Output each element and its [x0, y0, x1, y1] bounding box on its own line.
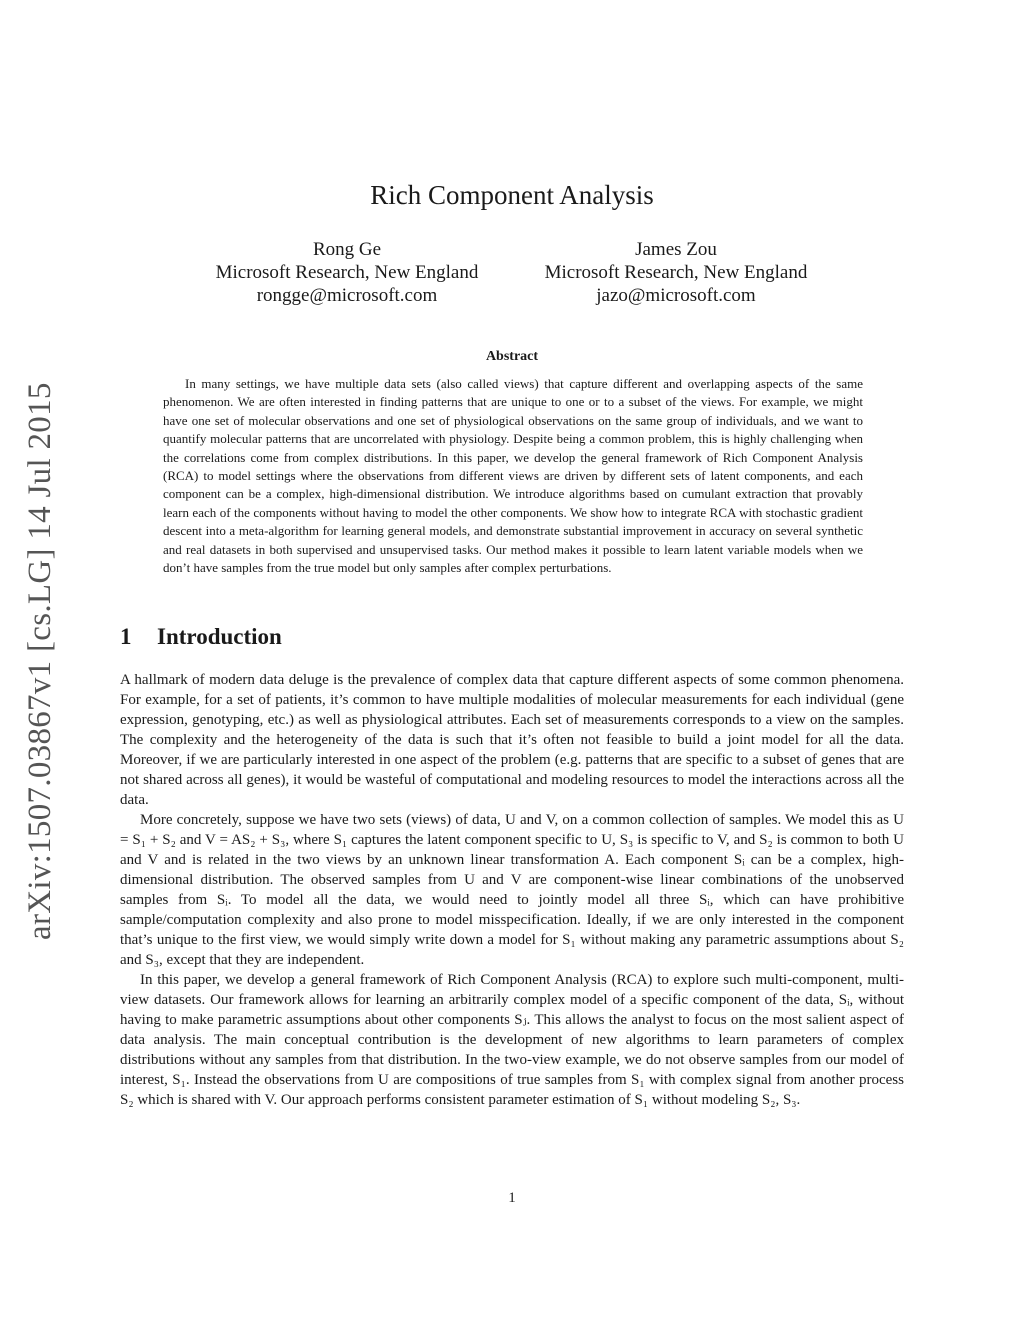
abstract-heading: Abstract — [485, 349, 539, 364]
section-number: 1 — [120, 624, 132, 649]
author-block-1 — [182, 238, 512, 307]
paper-title: Rich Component Analysis — [370, 180, 654, 210]
arxiv-identifier-stamp: arXiv:1507.03867v1 [cs.LG] 14 Jul 2015 — [22, 382, 58, 940]
author-name: James Zou — [635, 239, 717, 260]
paragraph: A hallmark of modern data deluge is the prevalence of complex data that capture different aspects of some common phenomena. For example, for a set of patients, it’s common to have multiple modalities of molecular measurements for each individual (gene expression, genotyping, etc.) as well as physiological attributes. Each set of measurements corresponds to a view on the samples. The complexity and the heterogeneity of the data is such that it’s often not feasible to build a joint model for all the data. Moreover, if we are particularly interested in one aspect of the problem (e.g. patterns that are specific to a subset of genes that are not shared across all genes), it would be wasteful of computational and modeling resources to model the interactions across all the data. — [120, 672, 904, 808]
author-affiliation: Microsoft Research, New England — [215, 262, 479, 283]
author-email: jazo@microsoft.com — [596, 285, 756, 306]
author-affiliation: Microsoft Research, New England — [544, 262, 808, 283]
section-heading — [120, 624, 282, 650]
abstract-text: In many settings, we have multiple data sets (also called views) that capture different and overlapping aspects of the same phenomenon. We are often interested in finding patterns that are unique to one or to a subset of the views. For example, we might have one set of molecular observations and one set of physiological observations on the same group of individuals, and we want to quantify molecular patterns that are uncorrelated with physiology. Despite being a common problem, this is highly challenging when the correlations come from complex distributions. In this paper, we develop the general framework of Rich Component Analysis (RCA) to model settings where the observations from different views are driven by different sets of latent components, and each component can be a complex, high-dimensional distribution. We introduce algorithms based on cumulant extraction that provably learn each of the components without having to model the other components. We show how to integrate RCA with stochastic gradient descent into a meta-algorithm for learning general models, and demonstrate substantial improvement in accuracy on several synthetic and real datasets in both supervised and unsupervised tasks. Our method makes it possible to learn latent variable models when we don’t have samples from the true model but only samples after complex perturbations. — [163, 376, 863, 576]
section-title: Introduction — [157, 624, 282, 649]
paragraph: More concretely, suppose we have two sets (views) of data, U and V, on a common collection of samples. We model this as U = S₁ + S₂ and V = AS₂ + S₃, where S₁ captures the latent component specific to U, S₃ is specific to V, and S₂ is common to both U and V and is related in the two views by an unknown linear transformation A. Each component Sᵢ can be a complex, high-dimensional distribution. The observed samples from U and V are component-wise linear combinations of the unobserved samples from Sᵢ. To model all the data, we would need to jointly model all three Sᵢ, which can have prohibitive sample/computation complexity and also prone to model misspecification. Ideally, if we are only interested in the component that’s unique to the first view, we would simply write down a model for S₁ without making any parametric assumptions about S₂ and S₃, except that they are independent. — [120, 812, 904, 968]
paragraph: In this paper, we develop a general framework of Rich Component Analysis (RCA) to explore such multi-component, multi-view datasets. Our framework allows for learning an arbitrarily complex model of a specific component of the data, Sᵢ, without having to make parametric assumptions about other components Sⱼ. This allows the analyst to focus on the most salient aspect of data analysis. The main conceptual contribution is the development of new algorithms to learn parameters of complex distributions without any samples from that distribution. In the two-view example, we do not observe samples from our model of interest, S₁. Instead the observations from U are compositions of true samples from S₁ with complex signal from another process S₂ which is shared with V. Our approach performs consistent parameter estimation of S₁ without modeling S₂, S₃. — [120, 972, 904, 1108]
introduction-body — [120, 670, 904, 1110]
author-block-2 — [511, 238, 841, 307]
page-number: 1 — [508, 1190, 516, 1206]
author-name: Rong Ge — [312, 239, 382, 260]
author-email: rongge@microsoft.com — [256, 285, 438, 306]
